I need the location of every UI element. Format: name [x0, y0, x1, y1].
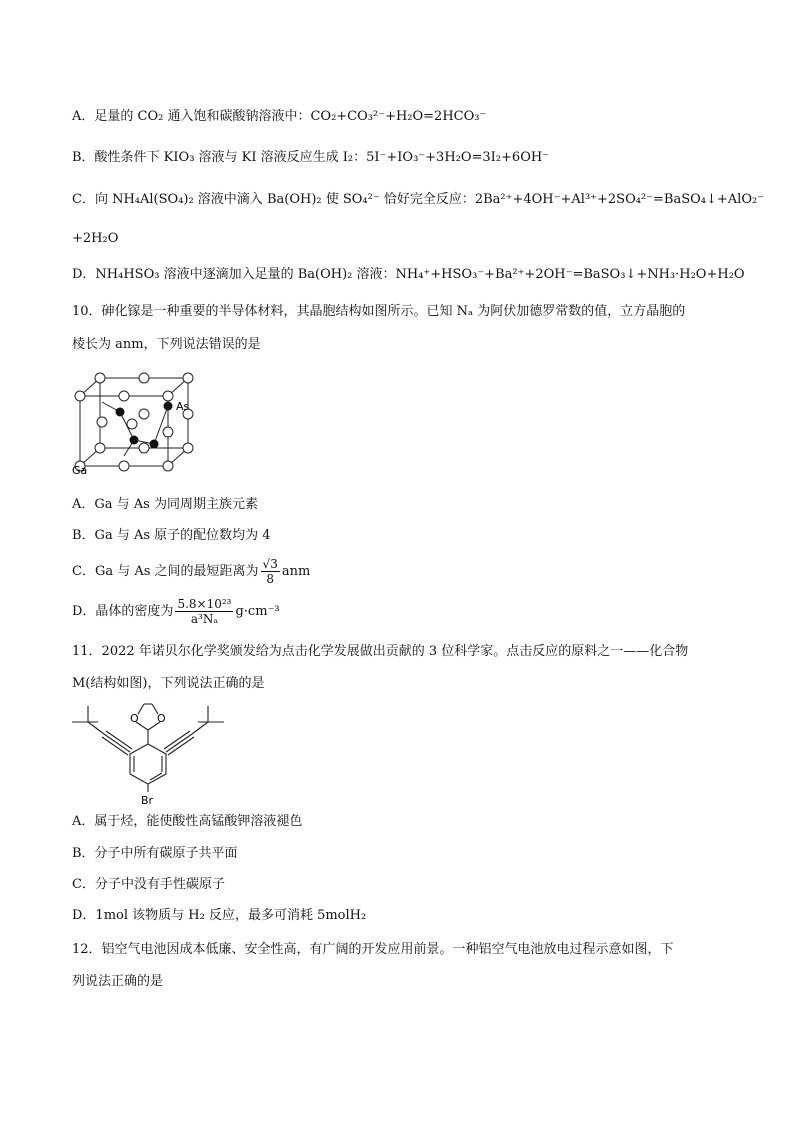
q11-option-a: A．属于烃，能使酸性高锰酸钾溶液褪色 — [72, 814, 303, 829]
q12-stem-line2: 列说法正确的是 — [72, 974, 164, 989]
q11-option-d: D．1mol 该物质与 H₂ 反应，最多可消耗 5molH₂ — [72, 908, 367, 923]
q10-stem-line2: 棱长为 anm，下列说法错误的是 — [72, 337, 261, 352]
q9-option-a: A．足量的 CO₂ 通入饱和碳酸钠溶液中：CO₂+CO₃²⁻+H₂O=2HCO₃⁻ — [72, 109, 487, 124]
oxygen-label-right: O — [157, 712, 166, 725]
fraction-numerator: 5.8×10²³ — [177, 597, 232, 611]
q10-stem-line1: 10．砷化镓是一种重要的半导体材料，其晶胞结构如图所示。已知 Nₐ 为阿伏加德罗常数的值，立方晶胞的 — [72, 304, 686, 319]
q10-option-c — [72, 556, 310, 588]
q9-option-c-continued: +2H₂O — [72, 231, 119, 246]
q10-option-a: A．Ga 与 As 为同周期主族元素 — [72, 497, 258, 512]
crystal-cell-figure — [72, 372, 212, 480]
q10-option-c-unit: anm — [281, 564, 311, 579]
q9-option-d: D．NH₄HSO₃ 溶液中逐滴加入足量的 Ba(OH)₂ 溶液：NH₄⁺+HSO₃⁻+Ba²⁺+2OH⁻=BaSO₃↓+NH₃·H₂O+H₂O — [72, 267, 745, 282]
q11-option-c: C．分子中没有手性碳原子 — [72, 877, 225, 892]
q10-option-c-text: C．Ga 与 As 之间的最短距离为 — [72, 564, 259, 579]
q11-stem-line1: 11．2022 年诺贝尔化学奖颁发给为点击化学发展做出贡献的 3 位科学家。点击反应的原料之一——化合物 — [72, 644, 689, 659]
as-label: As — [176, 400, 190, 413]
bromine-label: Br — [141, 794, 154, 806]
q10-option-b: B．Ga 与 As 原子的配位数均为 4 — [72, 528, 271, 543]
q10-option-d — [72, 596, 280, 628]
q11-option-b: B．分子中所有碳原子共平面 — [72, 846, 238, 861]
fraction-denominator: a³Nₐ — [190, 612, 218, 626]
q9-option-c: C．向 NH₄Al(SO₄)₂ 溶液中滴入 Ba(OH)₂ 使 SO₄²⁻ 恰好完全反应：2Ba²⁺+4OH⁻+Al³⁺+2SO₄²⁻=BaSO₄↓+AlO₂⁻ — [72, 192, 765, 207]
compound-m-structure — [68, 700, 228, 810]
fraction-numerator: √3 — [262, 557, 278, 571]
ga-label: Ga — [72, 464, 88, 476]
fraction-sqrt3-over-8 — [261, 557, 280, 586]
q12-stem-line1: 12．铝空气电池因成本低廉、安全性高，有广阔的开发应用前景。一种铝空气电池放电过程示意如图，下 — [72, 942, 674, 957]
q11-stem-line2: M(结构如图)，下列说法正确的是 — [72, 676, 265, 691]
q10-option-d-unit: g·cm⁻³ — [235, 604, 280, 619]
fraction-denominator: 8 — [266, 572, 274, 586]
q9-option-b: B．酸性条件下 KIO₃ 溶液与 KI 溶液反应生成 I₂：5I⁻+IO₃⁻+3H₂O=3I₂+6OH⁻ — [72, 150, 550, 165]
density-fraction — [175, 597, 233, 626]
q10-option-d-text: D．晶体的密度为 — [72, 604, 174, 619]
oxygen-label-left: O — [130, 712, 139, 725]
